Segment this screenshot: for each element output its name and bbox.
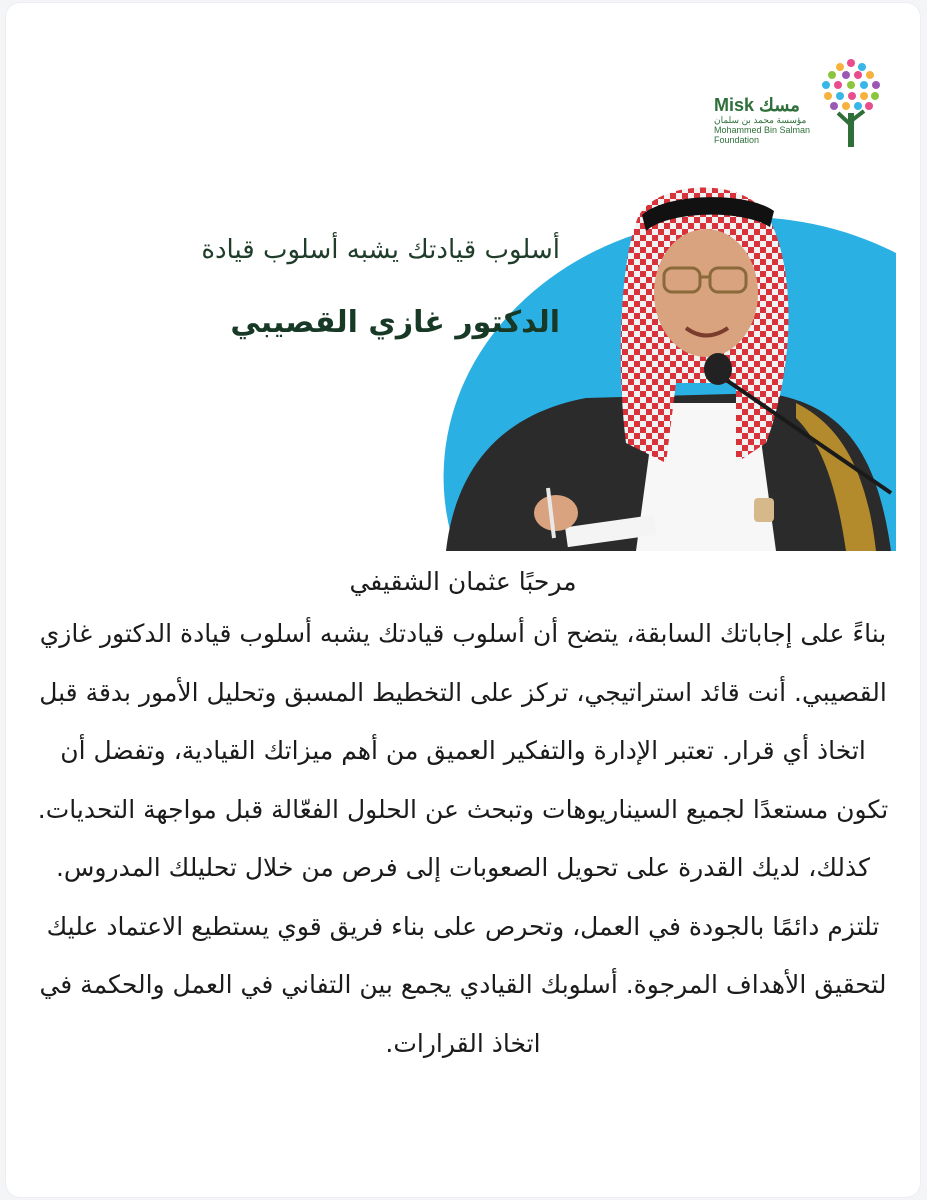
misk-logo [714,55,894,155]
banner-subtitle: أسلوب قيادتك يشبه أسلوب قيادة [201,235,560,265]
message-body [36,559,890,1073]
logo-sub-en-1: Mohammed Bin Salman [714,125,811,135]
logo-word: Misk مسك [714,95,800,115]
result-card [6,3,920,1197]
logo-text [714,95,814,145]
description-paragraph: بناءً على إجاباتك السابقة، يتضح أن أسلوب قيادتك يشبه أسلوب قيادة الدكتور غازي القصيبي. أنت قائد استراتيجي، تركز على التخطيط المسبق وتحليل الأمور بدقة قبل اتخاذ أي قرار. تعتبر الإدارة والتفكير العميق من أهم ميزاتك القيادية، وتفضل أن تكون مستعدًا لجميع السيناريوهات وتبحث عن الحلول الفعّالة قبل مواجهة التحديات. كذلك، لديك القدرة على تحويل الصعوبات إلى فرص من خلال تحليلك المدروس. تلتزم دائمًا بالجودة في العمل، وتحرص على بناء فريق قوي يستطيع الاعتماد عليك لتحقيق الأهداف المرجوة. أسلوبك القيادي يجمع بين التفاني في العمل والحكمة في اتخاذ القرارات. [37,619,889,1058]
tree-logo-icon [818,55,884,151]
logo-sub-ar: مؤسسة محمد بن سلمان [714,115,807,125]
banner [436,163,896,551]
banner-name: الدكتور غازي القصيبي [230,305,560,340]
portrait-photo [436,163,896,551]
greeting-text: مرحبًا عثمان الشقيفي [349,567,577,596]
logo-sub-en-2: Foundation [714,135,760,145]
